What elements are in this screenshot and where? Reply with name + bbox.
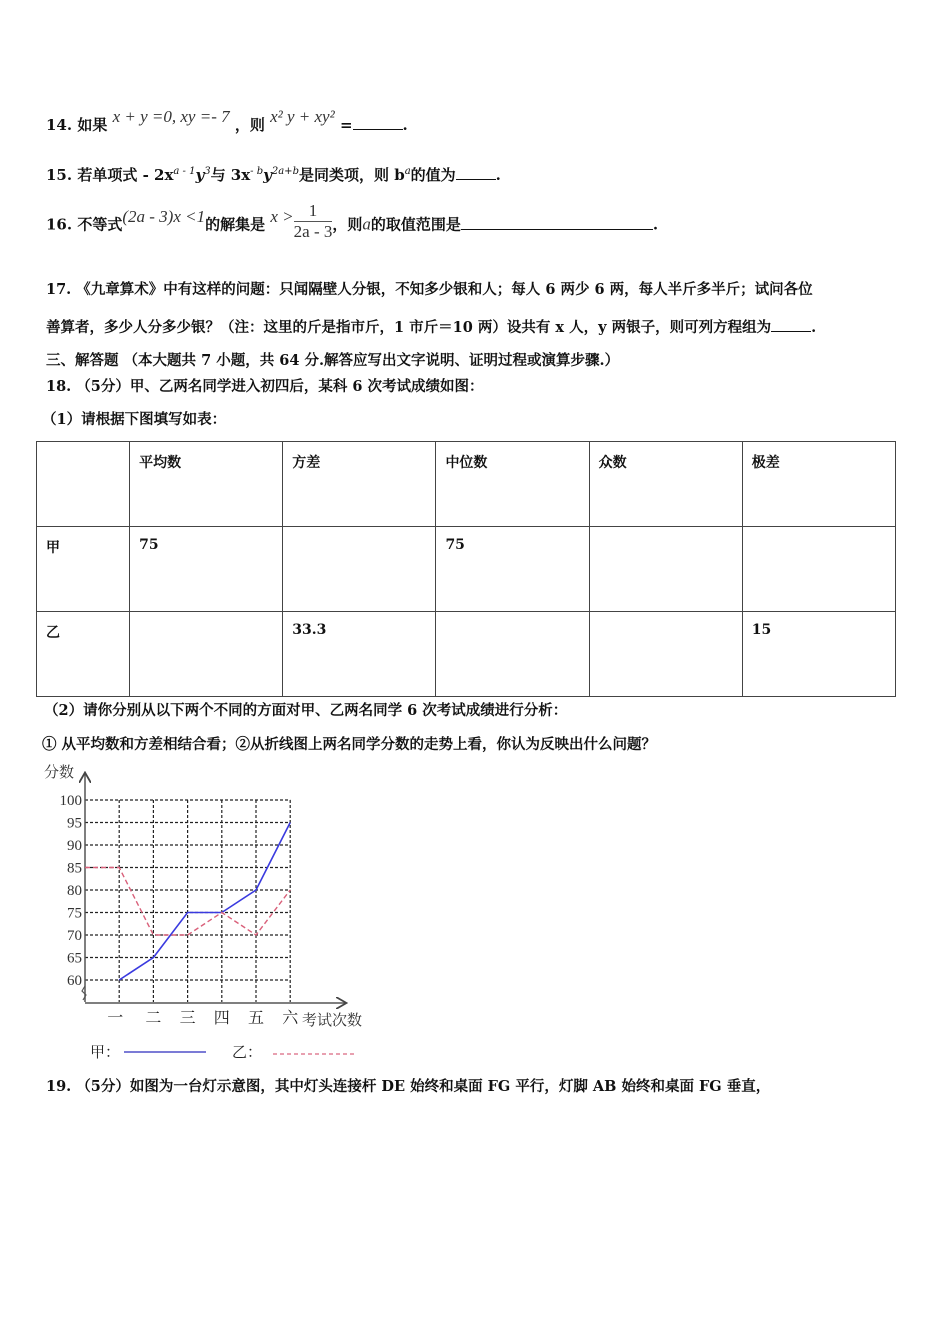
svg-text:80: 80 (67, 883, 82, 899)
table-header-cell: 极差 (742, 442, 895, 527)
svg-text:五: 五 (247, 1010, 265, 1027)
q15-y2: y (263, 166, 272, 184)
q14-expression: x² y + xy² (270, 107, 335, 126)
svg-text:100: 100 (59, 793, 82, 809)
question-18-intro: 18. （5分）甲、乙两名同学进入初四后，某科 6 次考试成绩如图： (46, 378, 484, 395)
chart-canvas (40, 760, 380, 1070)
table-cell[interactable] (283, 527, 436, 612)
q16-number: 16. (46, 215, 73, 234)
q16-inequality: (2a - 3)x <1 (122, 206, 206, 226)
question-19: 19. （5分）如图为一台灯示意图，其中灯头连接杆 DE 始终和桌面 FG 平行，灯脚 AB 始终和桌面 FG 垂直， (46, 1078, 771, 1095)
question-17-line1: 17. 《九章算术》中有这样的问题：只闻隔壁人分银，不知多少银和人；每人 6 两少 6 两，每人半斤多半斤；试问各位 (46, 281, 813, 298)
table-header-row (37, 442, 896, 527)
q15-exp3: - b (250, 166, 264, 177)
q16-frac-den: 2a - 3 (293, 222, 333, 241)
q16-answer-blank[interactable] (461, 215, 653, 230)
chart-axes (82, 774, 345, 1003)
question-18-part1: （1）请根据下图填写如表： (42, 411, 227, 428)
q16-var: a (362, 214, 371, 234)
q14-condition: x + y =0, xy =- 7 (112, 107, 230, 126)
table-cell[interactable] (130, 612, 283, 697)
score-line-chart (40, 760, 380, 1070)
table-header-cell: 方差 (283, 442, 436, 527)
question-18-part2: （2）请你分别从以下两个不同的方面对甲、乙两名同学 6 次考试成绩进行分析： (44, 702, 568, 719)
q15-exp1: a - 1 (173, 166, 196, 177)
question-18-part2-sub: ① 从平均数和方差相结合看；②从折线图上两名同学分数的走势上看，你认为反映出什么问题？ (42, 736, 657, 753)
y-axis-tick-labels (60, 793, 83, 989)
svg-text:二: 二 (145, 1010, 162, 1027)
table-header-cell: 中位数 (436, 442, 589, 527)
chart-grid (85, 800, 290, 1002)
q16-then: ，则 (332, 215, 363, 234)
table-header-cell: 众数 (589, 442, 742, 527)
svg-text:85: 85 (67, 860, 82, 877)
q14-number: 14. (46, 116, 73, 134)
svg-text:65: 65 (67, 950, 82, 967)
q14-then: ，则 (234, 116, 265, 134)
q14-prefix: 如果 (77, 116, 108, 134)
section-3-heading: 三、解答题 （本大题共 7 小题，共 64 分.解答应写出文字说明、证明过程或演算步骤.） (46, 352, 620, 369)
table-cell[interactable]: 33.3 (283, 612, 436, 697)
svg-text:三: 三 (179, 1010, 196, 1027)
svg-text:60: 60 (67, 973, 82, 989)
question-15 (46, 162, 501, 185)
x-axis-tick-labels (107, 1009, 299, 1027)
q17-answer-blank[interactable] (771, 317, 811, 332)
q17-line2-text: 善算者，多少人分多少银？（注：这里的斤是指市斤，1 市斤＝10 两）设共有 x 人，y 两银子，则可列方程组为 (46, 319, 772, 336)
table-row (37, 527, 896, 612)
svg-text:75: 75 (67, 905, 82, 922)
q15-prefix: 若单项式 - 2x (77, 166, 174, 184)
stats-table (36, 441, 896, 697)
q14-answer-blank[interactable] (353, 115, 403, 130)
question-16 (46, 201, 659, 246)
table-cell[interactable]: 75 (130, 527, 283, 612)
table-cell[interactable]: 15 (742, 612, 895, 697)
q16-mid: 的解集是 (205, 215, 266, 234)
q15-exp2: 3 (204, 166, 211, 177)
q15-exp4: 2a+b (271, 166, 299, 177)
svg-text:六: 六 (282, 1010, 299, 1027)
q16-suffix: 的取值范围是 (370, 215, 461, 234)
table-cell[interactable]: 75 (436, 527, 589, 612)
table-row-label: 乙 (37, 612, 130, 697)
table-row-label: 甲 (37, 527, 130, 612)
svg-text:一: 一 (107, 1010, 124, 1027)
table-header-cell: 平均数 (130, 442, 283, 527)
svg-text:95: 95 (67, 815, 82, 832)
question-14 (46, 107, 408, 135)
q15-number: 15. (46, 166, 73, 184)
q14-equals: = (339, 116, 353, 134)
q16-fraction (294, 201, 333, 242)
table-cell[interactable] (436, 612, 589, 697)
legend-label-jia: 甲： (90, 1045, 121, 1061)
table-cell[interactable] (742, 527, 895, 612)
q15-mid: 与 3x (210, 166, 251, 184)
q14-end: . (402, 116, 408, 134)
svg-text:四: 四 (213, 1010, 230, 1027)
y-axis-label: 分数 (44, 765, 75, 781)
table-cell[interactable] (589, 527, 742, 612)
question-17-line2 (46, 317, 816, 338)
q15-end: . (495, 166, 501, 184)
table-cell[interactable] (589, 612, 742, 697)
table-row (37, 612, 896, 697)
q16-prefix: 不等式 (77, 215, 123, 234)
q15-answer-blank[interactable] (456, 165, 496, 180)
q15-exp5: a (404, 166, 411, 177)
q16-x-gt: x > (270, 206, 294, 226)
q15-suffix: 是同类项，则 b (298, 166, 405, 184)
q16-end: . (652, 215, 659, 234)
svg-text:90: 90 (67, 838, 82, 854)
chart-legend (90, 1044, 354, 1061)
table-header-cell (37, 442, 130, 527)
q15-suffix2: 的值为 (410, 166, 456, 184)
svg-text:70: 70 (67, 928, 82, 944)
q17-end: . (811, 319, 817, 336)
q15-y1: y (195, 166, 205, 184)
legend-label-yi: 乙： (232, 1045, 263, 1061)
q16-frac-num: 1 (294, 201, 333, 222)
x-axis-label: 考试次数 (302, 1013, 363, 1029)
